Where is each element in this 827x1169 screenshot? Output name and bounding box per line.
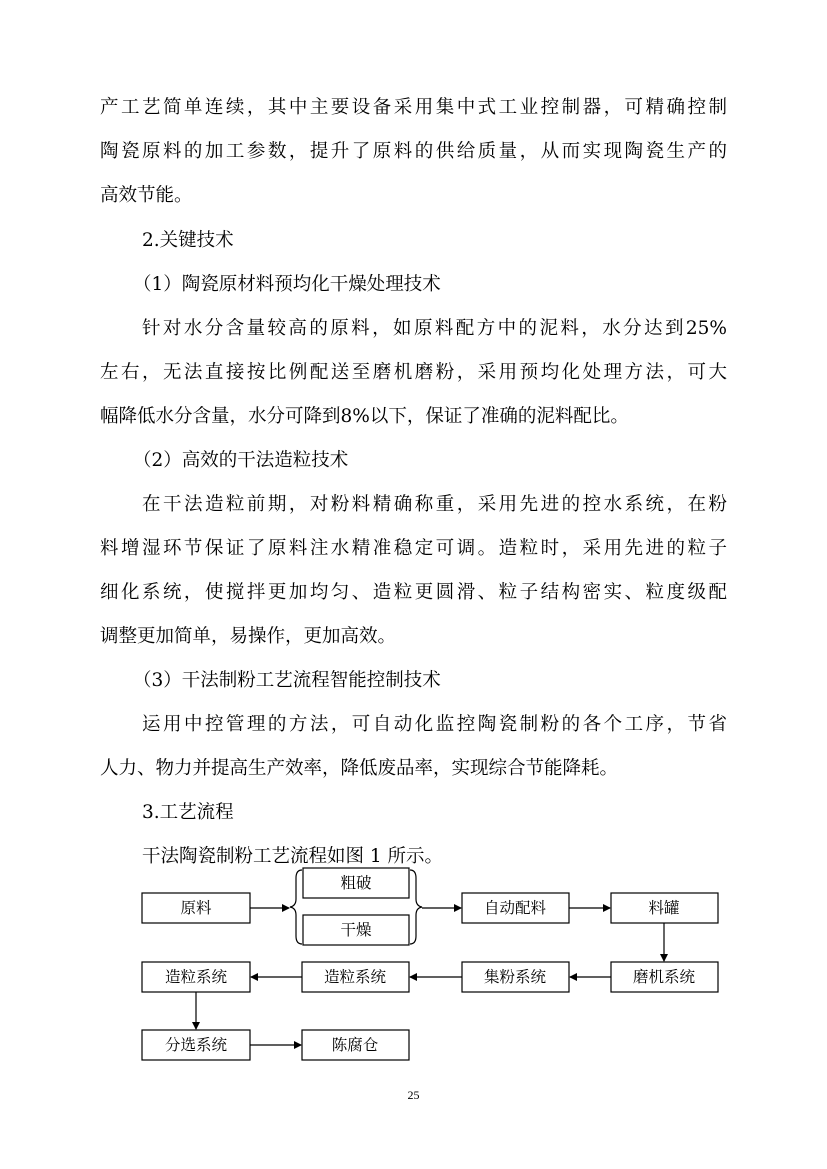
- left-brace: [290, 870, 302, 944]
- text-line: 干法陶瓷制粉工艺流程如图 1 所示。: [142, 846, 444, 867]
- text-line: 细化系统，使搅拌更加均匀、造粒更圆滑、粒子结构密实、粒度级配: [100, 582, 727, 603]
- node-label: 原料: [180, 899, 212, 917]
- text-line: 左右，无法直接按比例配送至磨机磨粉，采用预均化处理方法，可大: [100, 362, 727, 383]
- node-label: 料罐: [648, 899, 680, 917]
- node-label: 分选系统: [164, 1036, 228, 1054]
- node-label: 粗破: [340, 874, 372, 892]
- subsection-heading: （2）高效的干法造粒技术: [133, 450, 349, 471]
- text-line: 幅降低水分含量，水分可降到8%以下，保证了准确的泥料配比。: [100, 406, 629, 427]
- text-line: 陶瓷原料的加工参数，提升了原料的供给质量，从而实现陶瓷生产的: [100, 141, 727, 162]
- text-line: 针对水分含量较高的原料，如原料配方中的泥料，水分达到25%: [142, 318, 727, 339]
- page-number: 25: [407, 1088, 420, 1102]
- section-heading: 3.工艺流程: [142, 802, 234, 823]
- text-line: 人力、物力并提高生产效率，降低废品率，实现综合节能降耗。: [100, 758, 619, 779]
- node-label: 磨机系统: [632, 968, 696, 986]
- text-line: 运用中控管理的方法，可自动化监控陶瓷制粉的各个工序，节省: [142, 714, 727, 735]
- node-label: 集粉系统: [483, 968, 547, 986]
- subsection-heading: （3）干法制粉工艺流程智能控制技术: [133, 670, 441, 691]
- node-label: 自动配料: [483, 899, 547, 917]
- subsection-heading: （1）陶瓷原材料预均化干燥处理技术: [133, 274, 441, 295]
- text-line: 调整更加简单，易操作，更加高效。: [100, 626, 397, 647]
- node-label: 干燥: [340, 921, 372, 939]
- text-line: 产工艺简单连续，其中主要设备采用集中式工业控制器，可精确控制: [100, 97, 727, 118]
- node-label: 陈腐仓: [331, 1036, 379, 1054]
- text-line: 在干法造粒前期，对粉料精确称重，采用先进的控水系统，在粉: [142, 494, 727, 515]
- node-label: 造粒系统: [164, 968, 228, 986]
- node-label: 造粒系统: [323, 968, 387, 986]
- section-heading: 2.关键技术: [142, 230, 234, 251]
- right-brace: [410, 870, 422, 944]
- text-line: 料增湿环节保证了原料注水精准稳定可调。造粒时，采用先进的粒子: [100, 538, 727, 559]
- text-line: 高效节能。: [100, 185, 193, 206]
